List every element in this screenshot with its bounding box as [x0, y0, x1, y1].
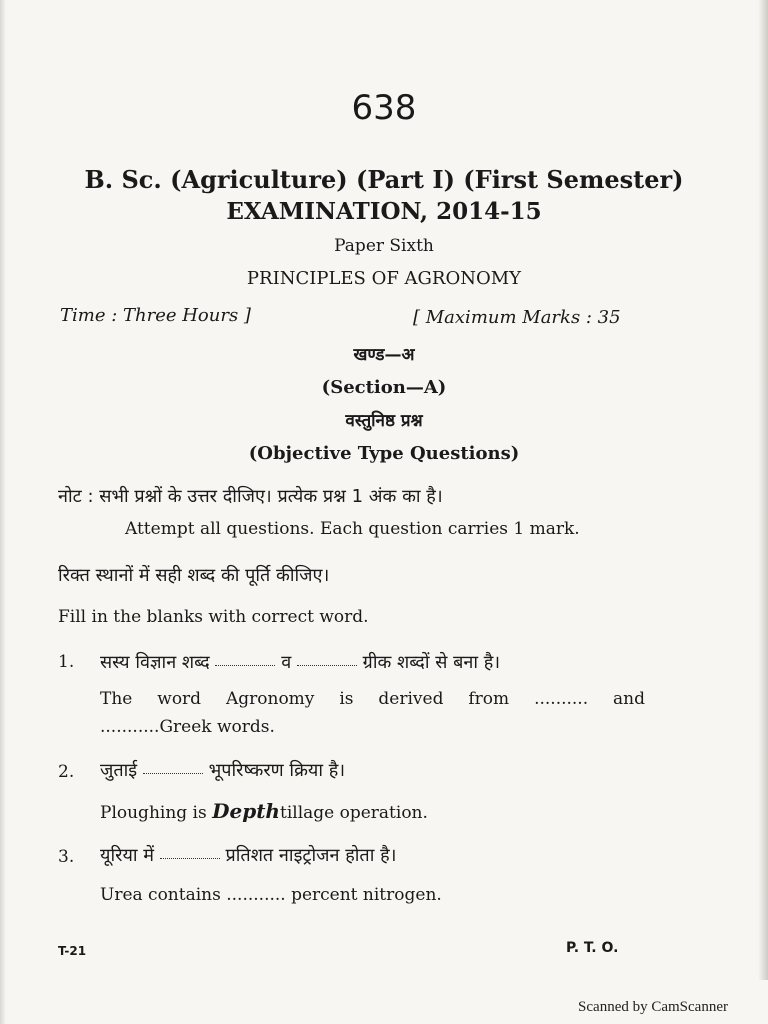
- blank: [143, 769, 203, 774]
- question-3-english: Urea contains ........... percent nitrogen.: [100, 885, 442, 905]
- question-1-hindi: [100, 650, 500, 674]
- section-type-hindi: वस्तुनिष्ठ प्रश्न: [345, 411, 423, 431]
- subject-title: PRINCIPLES OF AGRONOMY: [246, 268, 522, 289]
- paper-code: 638: [351, 88, 417, 128]
- page-edge-right: [758, 0, 768, 980]
- question-2-english-b: tillage operation.: [279, 803, 428, 823]
- question-1-hindi-c: ग्रीक शब्दों से बना है।: [362, 652, 501, 673]
- page-edge-left: [0, 0, 6, 1024]
- question-2-hindi: [100, 758, 345, 782]
- question-number: 3.: [58, 847, 75, 867]
- question-2-english-a: Ploughing is: [100, 803, 207, 823]
- question-2-hindi-a: जुताई: [100, 760, 138, 781]
- note-hindi: नोट : सभी प्रश्नों के उत्तर दीजिए। प्रत्येक प्रश्न 1 अंक का है।: [58, 486, 443, 507]
- title-line2: EXAMINATION, 2014-15: [226, 198, 542, 225]
- question-1-hindi-b: व: [281, 652, 292, 673]
- question-1-hindi-a: सस्य विज्ञान शब्द: [100, 652, 210, 673]
- instruction-english: Fill in the blanks with correct word.: [58, 607, 369, 627]
- page-code: T-21: [58, 944, 87, 958]
- question-number: 2.: [58, 762, 75, 782]
- question-1-english-line2: ...........Greek words.: [100, 717, 275, 737]
- title-line1: B. Sc. (Agriculture) (Part I) (First Semester): [84, 165, 684, 194]
- time-allowed: Time : Three Hours ]: [60, 305, 251, 326]
- question-2-hindi-b: भूपरिष्करण क्रिया है।: [208, 760, 346, 781]
- section-type: (Objective Type Questions): [248, 443, 520, 464]
- maximum-marks: [ Maximum Marks : 35: [413, 307, 621, 328]
- section-heading: (Section—A): [321, 377, 447, 398]
- section-hindi: खण्ड—अ: [353, 345, 415, 365]
- blank: [215, 661, 275, 666]
- question-3-hindi-b: प्रतिशत नाइट्रोजन होता है।: [225, 845, 397, 866]
- question-3-hindi: [100, 843, 396, 867]
- instruction-hindi: रिक्त स्थानों में सही शब्द की पूर्ति कीजिए।: [58, 565, 330, 586]
- blank: [297, 661, 357, 666]
- scanner-watermark: Scanned by CamScanner: [578, 999, 728, 1015]
- please-turn-over: P. T. O.: [566, 940, 619, 956]
- question-2-english: [100, 799, 428, 823]
- blank: [160, 854, 220, 859]
- question-1-english-line1: The word Agronomy is derived from .......... and: [100, 689, 645, 709]
- note-english: Attempt all questions. Each question carries 1 mark.: [125, 519, 580, 539]
- handwritten-answer: Depth: [212, 799, 280, 823]
- paper-number: Paper Sixth: [334, 236, 434, 256]
- question-number: 1.: [58, 652, 75, 672]
- question-3-hindi-a: यूरिया में: [100, 845, 155, 866]
